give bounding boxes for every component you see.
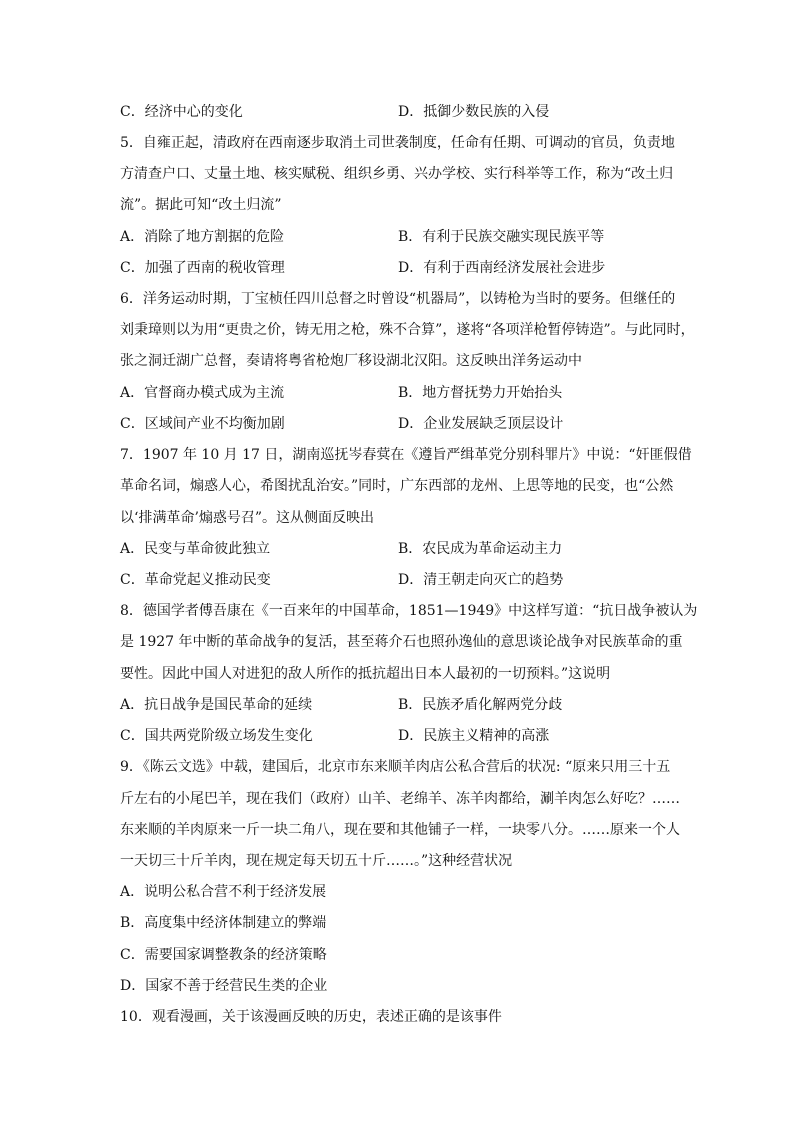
q9-stem-line-1: 9．《陈云文选》中载，建国后，北京市东来顺羊肉店公私合营后的状况: “原来只用三十五	[120, 759, 671, 775]
q5-option-d: D．有利于西南经济发展社会进步	[398, 260, 606, 276]
q6-option-d: D．企业发展缺乏顶层设计	[398, 416, 564, 432]
q5-stem-line-3: 流”。据此可知“改土归流”	[120, 197, 282, 213]
q6-stem-line-3: 张之洞迁湖广总督，奏请将粤省枪炮厂移设湖北汉阳。这反映出洋务运动中	[120, 353, 582, 369]
q6-stem-line-2: 刘秉璋则以为用“更贵之价，铸无用之枪，殊不合算”，遂将“各项洋枪暂停铸造”。与此同时，	[120, 322, 695, 338]
q9-stem-line-2: 斤左右的小尾巴羊，现在我们（政府）山羊、老绵羊、冻羊肉都给，涮羊肉怎么好吃？……	[120, 791, 680, 807]
q7-stem-line-2: 革命名词，煽惑人心，希图扰乱治安。”同时，广东西部的龙州、上思等地的民变，也“公然	[120, 478, 674, 494]
q7-stem-line-1: 7．1907 年 10 月 17 日，湖南巡抚岑春蓂在《遵旨严缉革党分别科罪片》中说：“奸匪假借	[120, 447, 692, 463]
q4-options-cd	[120, 99, 680, 125]
q7-stem-line-3: 以‘排满革命’煽惑号召”。这从侧面反映出	[120, 510, 375, 526]
q9-option-d: D．国家不善于经营民生类的企业	[120, 978, 328, 994]
q5-option-b: B．有利于民族交融实现民族平等	[398, 229, 605, 245]
q6-option-c: C．区域间产业不均衡加剧	[120, 416, 285, 432]
q7-option-c: C．革命党起义推动民变	[120, 572, 271, 588]
q7-options-cd	[120, 567, 680, 593]
q8-option-b: B．民族矛盾化解两党分歧	[398, 697, 563, 713]
q5-options-cd	[120, 255, 680, 281]
q6-option-a: A．官督商办模式成为主流	[120, 385, 285, 401]
q6-options-cd	[120, 411, 680, 437]
q9-option-a: A．说明公私合营不利于经济发展	[120, 884, 327, 900]
q9-stem-line-3: 东来顺的羊肉原来一斤一块二角八，现在要和其他铺子一样，一块零八分。……原来一个人	[120, 822, 680, 838]
q5-option-a: A．消除了地方割据的危险	[120, 229, 285, 245]
q5-stem-line-1: 5．自雍正起，清政府在西南逐步取消土司世袭制度，任命有任期、可调动的官员，负责地	[120, 135, 675, 151]
q8-stem-line-2: 是 1927 年中断的革命战争的复活，甚至蒋介石也照孙逸仙的意思谈论战争对民族革命的重	[120, 634, 683, 650]
q7-option-a: A．民变与革命彼此独立	[120, 541, 271, 557]
q7-options-ab	[120, 536, 680, 562]
q8-option-d: D．民族主义精神的高涨	[398, 728, 550, 744]
q6-option-b: B．地方督抚势力开始抬头	[398, 385, 563, 401]
q10-stem-line-1: 10．观看漫画，关于该漫画反映的历史，表述正确的是该事件	[120, 1009, 502, 1025]
q9-option-b: B．高度集中经济体制建立的弊端	[120, 915, 327, 931]
q8-option-a: A．抗日战争是国民革命的延续	[120, 697, 313, 713]
q7-option-d: D．清王朝走向灭亡的趋势	[398, 572, 564, 588]
q9-stem-line-4: 一天切三十斤羊肉，现在规定每天切五十斤……。”这种经营状况	[120, 853, 513, 869]
q8-stem-line-1: 8．德国学者傅吾康在《一百来年的中国革命，1851—1949》中这样写道：“抗日战争被认为	[120, 603, 698, 619]
q8-stem-line-3: 要性。因此中国人对进犯的敌人所作的抵抗超出日本人最初的一切预料。”这说明	[120, 666, 611, 682]
q5-stem-line-2: 方清查户口、丈量土地、核实赋税、组织乡勇、兴办学校、实行科举等工作，称为“改土归	[120, 166, 674, 182]
q5-options-ab	[120, 224, 680, 250]
q5-option-c: C．加强了西南的税收管理	[120, 260, 285, 276]
q8-option-c: C．国共两党阶级立场发生变化	[120, 728, 313, 744]
q6-options-ab	[120, 380, 680, 406]
q8-options-cd	[120, 723, 680, 749]
q8-options-ab	[120, 692, 680, 718]
q9-option-c: C．需要国家调整教条的经济策略	[120, 947, 327, 963]
q4-option-c: C．经济中心的变化	[120, 104, 243, 120]
q4-option-d: D．抵御少数民族的入侵	[398, 104, 550, 120]
q6-stem-line-1: 6．洋务运动时期，丁宝桢任四川总督之时曾设“机器局”，以铸枪为当时的要务。但继任的	[120, 291, 676, 307]
q7-option-b: B．农民成为革命运动主力	[398, 541, 563, 557]
